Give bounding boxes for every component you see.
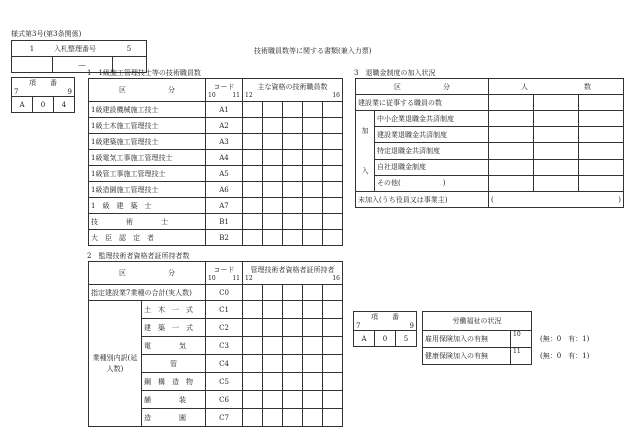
entry-cell[interactable] xyxy=(323,285,343,301)
document-title: 技術職員数等に関する書類(兼入力票) xyxy=(254,47,372,55)
entry-cell[interactable] xyxy=(323,214,343,230)
entry-cell[interactable] xyxy=(303,134,323,150)
col-class: 区 分 xyxy=(89,79,206,102)
entry-cell[interactable] xyxy=(283,391,303,409)
entry-cell[interactable] xyxy=(489,159,534,175)
row-name: 1級土木施工管理技士 xyxy=(89,118,206,134)
row-code: C5 xyxy=(206,373,243,391)
entry-cell[interactable] xyxy=(283,150,303,166)
row-name: 1 級 建 築 士 xyxy=(89,198,206,214)
row-name: 電 気 xyxy=(142,337,206,355)
col-class: 区 分 xyxy=(89,262,206,285)
entry-cell[interactable] xyxy=(323,373,343,391)
entry-cell[interactable] xyxy=(263,182,283,198)
entry-cell[interactable] xyxy=(489,143,534,159)
entry-cell[interactable] xyxy=(263,230,283,246)
entry-cell[interactable] xyxy=(303,166,323,182)
entry-cell[interactable] xyxy=(303,198,323,214)
entry-cell[interactable] xyxy=(243,337,263,355)
entry-cell[interactable] xyxy=(283,285,303,301)
entry-cell[interactable] xyxy=(323,301,343,319)
entry-cell[interactable] xyxy=(534,95,579,111)
entry-cell[interactable] xyxy=(243,301,263,319)
entry-cell[interactable] xyxy=(489,175,534,191)
entry-cell[interactable] xyxy=(243,214,263,230)
row-code: C6 xyxy=(206,391,243,409)
entry-cell[interactable] xyxy=(283,214,303,230)
row-code: A2 xyxy=(206,118,243,134)
entry-cell[interactable] xyxy=(323,355,343,373)
row-name: 1級建設機械施工技士 xyxy=(89,102,206,118)
row-name: 1級管工事施工管理技士 xyxy=(89,166,206,182)
entry-cell[interactable] xyxy=(283,166,303,182)
entry-cell[interactable] xyxy=(579,175,624,191)
item-number-label: 項 番 7 9 xyxy=(12,78,75,97)
entry-cell[interactable] xyxy=(243,150,263,166)
row-code: B1 xyxy=(206,214,243,230)
entry-cell[interactable] xyxy=(283,134,303,150)
item-number-digit: 5 xyxy=(396,331,417,347)
entry-cell[interactable] xyxy=(303,230,323,246)
entry-cell[interactable] xyxy=(243,198,263,214)
entry-cell[interactable] xyxy=(303,214,323,230)
entry-cell[interactable] xyxy=(263,391,283,409)
reg-cell[interactable] xyxy=(12,57,53,73)
row-code: A7 xyxy=(206,198,243,214)
row-name: 舗 装 xyxy=(142,391,206,409)
entry-cell[interactable] xyxy=(579,111,624,127)
entry-cell[interactable] xyxy=(283,102,303,118)
entry-cell[interactable] xyxy=(243,373,263,391)
entry-cell[interactable] xyxy=(283,118,303,134)
entry-cell[interactable] xyxy=(579,143,624,159)
section3-table xyxy=(355,78,624,208)
entry-cell[interactable] xyxy=(579,159,624,175)
entry-cell[interactable] xyxy=(263,285,283,301)
row-name: 管 xyxy=(142,355,206,373)
entry-cell[interactable] xyxy=(243,285,263,301)
col-main: 管理技術者資格者証所持者 12 16 xyxy=(243,262,343,285)
row-code: A6 xyxy=(206,182,243,198)
entry-cell[interactable] xyxy=(263,102,283,118)
entry-cell[interactable] xyxy=(323,230,343,246)
entry-cell[interactable] xyxy=(303,150,323,166)
row-name: その他( ) xyxy=(375,175,489,191)
entry-cell[interactable] xyxy=(283,337,303,355)
row-name: 建設業退職金共済制度 xyxy=(375,127,489,143)
entry-cell[interactable] xyxy=(283,198,303,214)
entry-cell[interactable] xyxy=(323,337,343,355)
entry-cell[interactable] xyxy=(243,118,263,134)
entry-cell[interactable] xyxy=(243,319,263,337)
group-label: 業種別内訳(延人数) xyxy=(89,301,142,427)
row-code: A1 xyxy=(206,102,243,118)
entry-cell[interactable] xyxy=(303,182,323,198)
total-row-name: 指定建設業7業種の合計(実人数) xyxy=(89,285,206,301)
entry-cell[interactable] xyxy=(243,391,263,409)
entry-cell[interactable] xyxy=(303,285,323,301)
row-code: C1 xyxy=(206,301,243,319)
form-label: 様式第3号(第3条関係) xyxy=(11,30,82,38)
entry-cell[interactable] xyxy=(303,355,323,373)
labor-welfare-table xyxy=(422,311,532,365)
entry-cell[interactable] xyxy=(243,355,263,373)
entry-cell[interactable] xyxy=(263,337,283,355)
entry-cell[interactable] xyxy=(263,373,283,391)
entry-cell[interactable] xyxy=(303,391,323,409)
entry-cell[interactable] xyxy=(283,319,303,337)
section2-title: 2 監理技術者資格者証所持者数 xyxy=(87,252,190,260)
labor-title: 労働福祉の状況 xyxy=(423,312,532,331)
item-number-digit: 4 xyxy=(54,97,75,113)
col-code: コード 10 11 xyxy=(206,79,243,102)
row-name: 1級建築施工管理技士 xyxy=(89,134,206,150)
entry-cell[interactable] xyxy=(303,118,323,134)
entry-cell[interactable] xyxy=(283,355,303,373)
row-name: 土 木 一 式 xyxy=(142,301,206,319)
entry-cell[interactable] xyxy=(243,409,263,427)
col-code: コード 10 11 xyxy=(206,262,243,285)
row-code: C7 xyxy=(206,409,243,427)
labor-option-1: (無：0 有：1) xyxy=(540,335,590,343)
entry-cell[interactable] xyxy=(489,111,534,127)
entry-cell[interactable] xyxy=(243,166,263,182)
col-count: 人 数 xyxy=(489,79,624,95)
entry-cell[interactable] xyxy=(534,111,579,127)
entry-cell[interactable] xyxy=(323,409,343,427)
entry-cell[interactable] xyxy=(534,159,579,175)
entry-cell[interactable] xyxy=(579,95,624,111)
section1-table xyxy=(88,78,343,246)
section1-title: 1 1級施工管理技士等の技術職員数 xyxy=(87,69,201,77)
item-number-digit: 0 xyxy=(375,331,396,347)
entry-cell[interactable] xyxy=(283,301,303,319)
row-code: C4 xyxy=(206,355,243,373)
entry-cell[interactable] xyxy=(263,301,283,319)
entry-cell[interactable] xyxy=(323,182,343,198)
labor-row-name: 雇用保険加入の有無 xyxy=(423,331,511,348)
joined-label: 加 入 xyxy=(356,111,375,192)
entry-cell[interactable] xyxy=(263,166,283,182)
entry-cell[interactable] xyxy=(323,198,343,214)
entry-cell[interactable] xyxy=(283,409,303,427)
entry-cell[interactable] xyxy=(263,409,283,427)
row-code: A5 xyxy=(206,166,243,182)
row-code: A4 xyxy=(206,150,243,166)
labor-row-name: 健康保険加入の有無 xyxy=(423,348,511,365)
row-name: 大 臣 認 定 者 xyxy=(89,230,206,246)
row-code: C0 xyxy=(206,285,243,301)
entry-cell[interactable] xyxy=(263,150,283,166)
entry-cell[interactable] xyxy=(283,182,303,198)
row-name: 建 築 一 式 xyxy=(142,319,206,337)
item-number-digit: A xyxy=(354,331,375,347)
entry-cell[interactable] xyxy=(534,175,579,191)
col-class: 区 分 xyxy=(356,79,489,95)
entry-cell[interactable] xyxy=(263,118,283,134)
row-name: 1級造園施工管理技士 xyxy=(89,182,206,198)
row-code: C3 xyxy=(206,337,243,355)
entry-cell[interactable] xyxy=(303,319,323,337)
section3-title: 3 退職金制度の加入状況 xyxy=(354,69,436,77)
entry-cell[interactable] xyxy=(263,355,283,373)
item-number-label: 項 番 7 9 xyxy=(354,312,417,331)
entry-cell[interactable] xyxy=(323,319,343,337)
entry-cell[interactable] xyxy=(303,102,323,118)
entry-cell[interactable] xyxy=(303,337,323,355)
entry-cell[interactable] xyxy=(323,391,343,409)
entry-cell[interactable] xyxy=(263,319,283,337)
reg-num-start: 1 xyxy=(12,41,53,57)
entry-cell[interactable] xyxy=(323,166,343,182)
entry-cell[interactable] xyxy=(489,127,534,143)
item-number-digit: A xyxy=(12,97,33,113)
entry-cell[interactable] xyxy=(283,230,303,246)
row-code: A3 xyxy=(206,134,243,150)
entry-cell[interactable] xyxy=(489,95,534,111)
item-number-box-2 xyxy=(353,311,417,347)
row-name: 技 術 士 xyxy=(89,214,206,230)
not-joined-row: 未加入(うち役員又は事業主) xyxy=(356,192,489,208)
reg-dash: ― xyxy=(52,57,112,73)
entry-cell[interactable] xyxy=(303,301,323,319)
reg-num-end: 5 xyxy=(112,41,147,57)
section2-table xyxy=(88,261,343,427)
col-main: 主な資格の技術職員数 12 16 xyxy=(243,79,343,102)
not-joined-entry[interactable]: ( ) xyxy=(489,192,624,208)
entry-cell[interactable] xyxy=(534,143,579,159)
row-name: 特定退職金共済制度 xyxy=(375,143,489,159)
row-code: B2 xyxy=(206,230,243,246)
entry-cell[interactable] xyxy=(323,102,343,118)
entry-cell[interactable] xyxy=(263,214,283,230)
labor-entry[interactable]: 10 xyxy=(511,331,532,348)
entry-cell[interactable] xyxy=(263,134,283,150)
entry-cell[interactable] xyxy=(283,373,303,391)
entry-cell[interactable] xyxy=(243,134,263,150)
entry-cell[interactable] xyxy=(323,150,343,166)
entry-cell[interactable] xyxy=(243,182,263,198)
row-name: 自社退職金制度 xyxy=(375,159,489,175)
item-number-box xyxy=(11,77,75,113)
row-code: C2 xyxy=(206,319,243,337)
entry-cell[interactable] xyxy=(323,134,343,150)
reg-label: 入札整理番号 xyxy=(52,41,112,57)
labor-entry[interactable]: 11 xyxy=(511,348,532,365)
entry-cell[interactable] xyxy=(579,127,624,143)
labor-option-2: (無：0 有：1) xyxy=(540,352,590,360)
entry-cell[interactable] xyxy=(243,102,263,118)
row-name: 1級電気工事施工管理技士 xyxy=(89,150,206,166)
entry-cell[interactable] xyxy=(303,409,323,427)
row-name: 鋼 構 造 物 xyxy=(142,373,206,391)
entry-cell[interactable] xyxy=(303,373,323,391)
row-name: 造 園 xyxy=(142,409,206,427)
row-name: 中小企業退職金共済制度 xyxy=(375,111,489,127)
entry-cell[interactable] xyxy=(263,198,283,214)
item-number-digit: 0 xyxy=(33,97,54,113)
entry-cell[interactable] xyxy=(323,118,343,134)
entry-cell[interactable] xyxy=(534,127,579,143)
row-employees: 建設業に従事する職員の数 xyxy=(356,95,489,111)
entry-cell[interactable] xyxy=(243,230,263,246)
